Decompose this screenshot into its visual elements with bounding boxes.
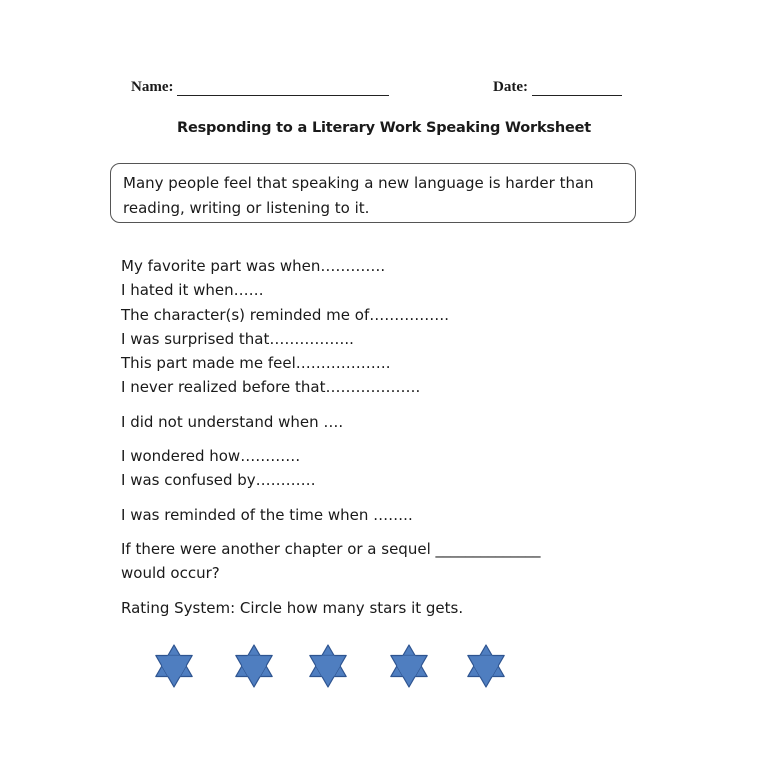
date-field[interactable] — [493, 79, 622, 96]
prompt-favorite-part: My favorite part was when…………. — [121, 257, 386, 275]
prompt-made-me-feel: This part made me feel………………. — [121, 354, 391, 373]
prompt-confused: I was confused by………… — [121, 471, 316, 490]
header-fields — [131, 79, 631, 101]
rating-stars — [0, 642, 768, 692]
six-pointed-star-icon[interactable] — [385, 642, 433, 690]
six-pointed-star-icon[interactable] — [230, 642, 278, 690]
intro-line-2: reading, writing or listening to it. — [123, 199, 370, 217]
prompt-sequel-continued: would occur? — [121, 564, 220, 583]
six-pointed-star-icon[interactable] — [304, 642, 352, 690]
date-label: Date: — [493, 79, 528, 95]
prompt-sequel: If there were another chapter or a sequel ______________ — [121, 539, 541, 558]
name-blank-line[interactable] — [177, 81, 389, 96]
spacer — [121, 400, 681, 410]
intro-box — [110, 163, 636, 223]
prompt-did-not-understand: I did not understand when …. — [121, 412, 344, 431]
date-blank-line[interactable] — [532, 81, 622, 96]
name-label: Name: — [131, 79, 174, 95]
prompt-reminded-of-time: I was reminded of the time when …….. — [121, 505, 413, 524]
name-field[interactable] — [131, 79, 389, 96]
six-pointed-star-icon[interactable] — [150, 642, 198, 690]
prompt-list — [121, 254, 681, 620]
six-pointed-star-icon[interactable] — [462, 642, 510, 690]
prompt-surprised: I was surprised that…………….. — [121, 329, 354, 348]
prompt-character-reminded: The character(s) reminded me of……………. — [121, 305, 450, 324]
worksheet-title: Responding to a Literary Work Speaking Worksheet — [176, 120, 591, 136]
spacer — [121, 493, 681, 503]
spacer — [121, 586, 681, 596]
intro-line-1: Many people feel that speaking a new language is harder than — [123, 174, 594, 192]
spacer — [121, 434, 681, 444]
prompt-wondered: I wondered how………… — [121, 447, 301, 466]
rating-instructions: Rating System: Circle how many stars it gets. — [121, 598, 464, 617]
prompt-hated: I hated it when…… — [121, 281, 264, 300]
spacer — [121, 527, 681, 537]
prompt-never-realized: I never realized before that………………. — [121, 378, 421, 397]
